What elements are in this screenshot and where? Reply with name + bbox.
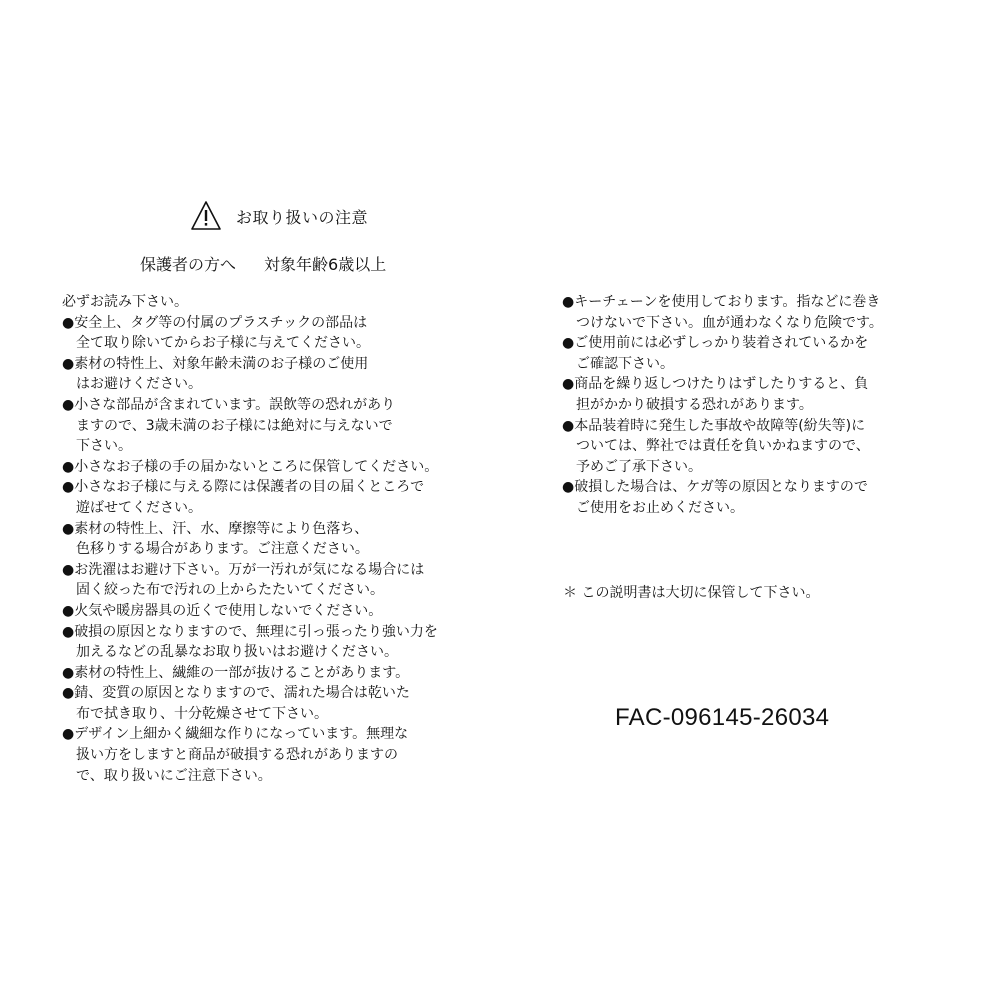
- caution-item: [562, 416, 942, 478]
- caution-item: [62, 354, 482, 395]
- page-title: お取り扱いの注意: [236, 207, 369, 227]
- subtitle-guardian: 保護者の方へ: [140, 255, 237, 274]
- caution-item: [62, 601, 482, 622]
- caution-item-line: ますので、3歳未満のお子様には絶対に与えないで: [76, 417, 393, 434]
- intro-text: 必ずお読み下さい。: [62, 294, 188, 310]
- keep-manual-note: ＊ この説明書は大切に保管して下さい。: [563, 585, 820, 601]
- caution-item: [62, 683, 482, 724]
- caution-item-first-line: ●商品を繰り返しつけたりはずしたりすると、負: [562, 376, 869, 393]
- subtitle-target-age: 対象年齢6歳以上: [264, 255, 387, 274]
- caution-item-first-line: ●素材の特性上、対象年齢未満のお子様のご使用: [62, 355, 369, 372]
- caution-item: [62, 724, 482, 786]
- caution-item-first-line: ●小さなお子様に与える際には保護者の目の届くところで: [62, 479, 425, 496]
- caution-item: [62, 477, 482, 518]
- caution-item: [62, 313, 482, 354]
- caution-item-line: 色移りする場合があります。ご注意ください。: [76, 541, 369, 558]
- caution-item-first-line: ●錆、変質の原因となりますので、濡れた場合は乾いた: [62, 685, 410, 702]
- caution-item-first-line: ●破損した場合は、ケガ等の原因となりますので: [562, 479, 868, 496]
- caution-item-line: 遊ばせてください。: [76, 499, 202, 516]
- caution-item-first-line: ●小さなお子様の手の届かないところに保管してください。: [62, 458, 439, 475]
- caution-item-first-line: ●火気や暖房器具の近くで使用しないでください。: [62, 602, 383, 619]
- caution-item: [62, 560, 482, 601]
- caution-item-line: はお避けください。: [76, 376, 202, 393]
- title-row: [190, 198, 368, 234]
- caution-item-line: 担がかかり破損する恐れがあります。: [576, 396, 813, 413]
- caution-item: [62, 622, 482, 663]
- caution-item-first-line: ●安全上、タグ等の付属のプラスチックの部品は: [62, 314, 368, 331]
- caution-item-line: 固く絞った布で汚れの上からたたいてください。: [76, 582, 384, 599]
- caution-item-line: ついては、弊社では責任を負いかねますので、: [576, 438, 870, 455]
- caution-item: [562, 374, 942, 415]
- warning-triangle-icon: [190, 200, 222, 232]
- caution-item-line: 加えるなどの乱暴なお取り扱いはお避けください。: [76, 644, 398, 661]
- caution-item-line: 布で拭き取り、十分乾燥させて下さい。: [76, 705, 328, 722]
- left-column: [62, 292, 482, 786]
- caution-item-first-line: ●破損の原因となりますので、無理に引っ張ったり強い力を: [62, 623, 438, 640]
- caution-item: [62, 457, 482, 478]
- caution-item-line: 下さい。: [76, 438, 132, 455]
- caution-item-first-line: ●デザイン上細かく繊細な作りになっています。無理な: [62, 726, 409, 743]
- subtitle-row: [140, 252, 386, 275]
- caution-item-first-line: ●お洗濯はお避け下さい。万が一汚れが気になる場合には: [62, 561, 425, 578]
- caution-item-first-line: ●素材の特性上、汗、水、摩擦等により色落ち、: [62, 520, 369, 537]
- product-code: FAC-096145-26034: [615, 704, 830, 731]
- caution-item: [62, 519, 482, 560]
- caution-item: [62, 395, 482, 457]
- caution-item-line: で、取り扱いにご注意下さい。: [76, 767, 272, 784]
- caution-item-line: 予めご了承下さい。: [576, 458, 702, 475]
- caution-item-first-line: ●キーチェーンを使用しております。指などに巻き: [562, 294, 881, 310]
- caution-item-first-line: ●本品装着時に発生した事故や故障等(紛失等)に: [562, 417, 866, 434]
- caution-item-line: つけないで下さい。血が通わなくなり危険です。: [576, 314, 883, 331]
- right-column: [562, 292, 942, 519]
- caution-item-line: ご確認下さい。: [576, 355, 674, 372]
- caution-item-first-line: ●小さな部品が含まれています。誤飲等の恐れがあり: [62, 396, 396, 413]
- left-caution-list: [62, 313, 482, 787]
- caution-item-line: ご使用をお止めください。: [576, 499, 744, 516]
- caution-item: [562, 477, 942, 518]
- caution-item-line: 全て取り除いてからお子様に与えてください。: [76, 335, 370, 352]
- caution-item-first-line: ●素材の特性上、繊維の一部が抜けることがあります。: [62, 664, 410, 681]
- caution-item-first-line: ●ご使用前には必ずしっかり装着されているかを: [562, 335, 869, 352]
- caution-item: [62, 663, 482, 684]
- right-caution-list: [562, 292, 942, 519]
- caution-item: [562, 333, 942, 374]
- caution-item: [562, 292, 942, 333]
- caution-item-line: 扱い方をしますと商品が破損する恐れがありますの: [76, 747, 398, 764]
